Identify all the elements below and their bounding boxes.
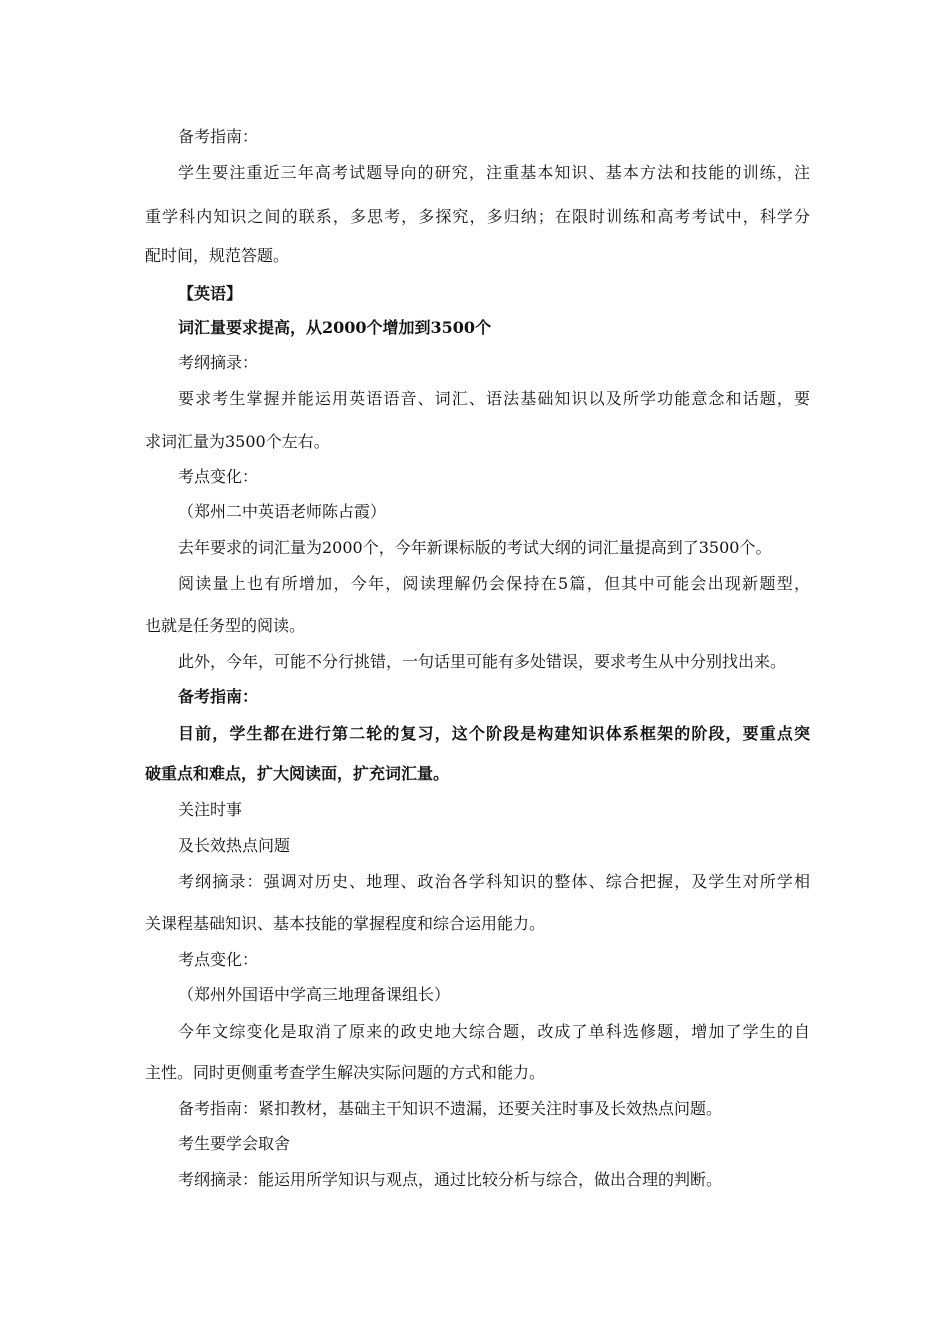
article-heading: 关注时事 (178, 800, 243, 819)
paragraph-line: 考纲摘录：能运用所学知识与观点，通过比较分析与综合，做出合理的判断。 (178, 1170, 723, 1189)
paragraph-line: 关课程基础知识、基本技能的掌握程度和综合运用能力。 (145, 914, 546, 933)
paragraph-line: 主性。同时更侧重考查学生解决实际问题的方式和能力。 (145, 1063, 546, 1082)
paragraph-line: 配时间，规范答题。 (145, 246, 290, 265)
paragraph-line: 考纲摘录：强调对历史、地理、政治各学科知识的整体、综合把握，及学生对所学相 (178, 872, 810, 891)
paragraph-line: 阅读量上也有所增加，今年，阅读理解仍会保持在5篇，但其中可能会出现新题型， (178, 574, 810, 593)
paragraph-line: 目前，学生都在进行第二轮的复习，这个阶段是构建知识体系框架的阶段，要重点突 (178, 724, 810, 743)
section-heading: 考纲摘录： (178, 353, 259, 372)
section-heading: 考点变化： (178, 467, 259, 486)
section-heading: 备考指南： (178, 687, 259, 706)
source-note: （郑州外国语中学高三地理备课组长） (178, 985, 451, 1004)
paragraph-line: 也就是任务型的阅读。 (145, 616, 306, 635)
article-heading: 词汇量要求提高，从2000个增加到3500个 (178, 318, 492, 337)
paragraph-line: 要求考生掌握并能运用英语语音、词汇、语法基础知识以及所学功能意念和话题，要 (178, 389, 810, 408)
paragraph-line: 重学科内知识之间的联系，多思考，多探究，多归纳；在限时训练和高考考试中，科学分 (145, 207, 810, 226)
article-heading: 及长效热点问题 (178, 836, 291, 855)
paragraph-line: 此外，今年，可能不分行挑错，一句话里可能有多处错误，要求考生从中分别找出来。 (178, 652, 787, 671)
paragraph-line: 破重点和难点，扩大阅读面，扩充词汇量。 (145, 764, 450, 783)
paragraph-line: 今年文综变化是取消了原来的政史地大综合题，改成了单科选修题，增加了学生的自 (178, 1022, 810, 1041)
section-heading: 备考指南： (178, 127, 259, 146)
subject-heading: 【英语】 (178, 284, 243, 303)
source-note: （郑州二中英语老师陈占霞） (178, 502, 387, 521)
article-heading: 考生要学会取舍 (178, 1134, 291, 1153)
paragraph-line: 去年要求的词汇量为2000个，今年新课标版的考试大纲的词汇量提高到了3500个。 (178, 538, 772, 557)
section-heading: 考点变化： (178, 950, 259, 969)
paragraph-line: 求词汇量为3500个左右。 (145, 432, 330, 451)
paragraph-line: 学生要注重近三年高考试题导向的研究，注重基本知识、基本方法和技能的训练，注 (178, 163, 810, 182)
paragraph-line: 备考指南：紧扣教材，基础主干知识不遗漏，还要关注时事及长效热点问题。 (178, 1099, 723, 1118)
